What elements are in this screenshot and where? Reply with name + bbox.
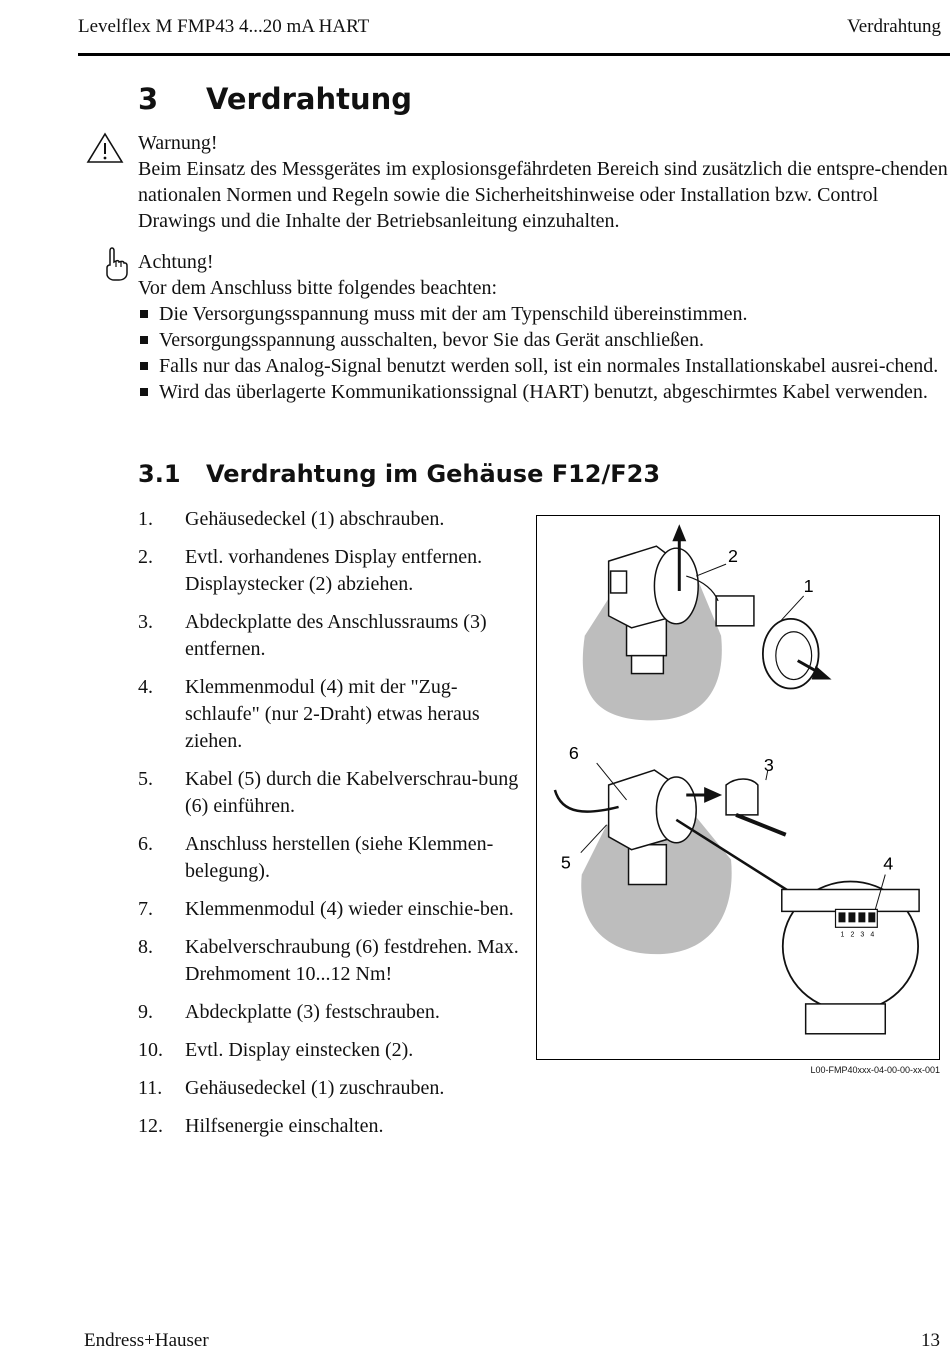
step-number: 11. (138, 1077, 163, 1099)
list-item (138, 609, 523, 663)
step-text: Evtl. Display einstecken (2). (185, 1039, 414, 1061)
section-number: 3.1 (138, 460, 181, 488)
figure-label: 3 (763, 755, 774, 776)
list-item (138, 353, 950, 379)
wiring-illustration (536, 515, 940, 1060)
step-number: 5. (138, 768, 153, 790)
terminal-label: 1 (840, 931, 845, 939)
warning-block (138, 130, 948, 234)
list-item-text: Falls nur das Analog-Signal benutzt werden soll, ist ein normales Installationskabel ausrei-chend. (159, 355, 939, 377)
step-number: 6. (138, 833, 153, 855)
step-number: 9. (138, 1001, 153, 1023)
list-item (138, 831, 523, 885)
header-rule (78, 53, 950, 56)
terminal-wiring-drawing (555, 743, 919, 1034)
section-heading (138, 460, 660, 488)
list-item (138, 506, 523, 533)
step-text: Gehäusedeckel (1) zuschrauben. (185, 1077, 445, 1099)
housing-disassembly-drawing (583, 524, 832, 720)
header-section-title: Verdrahtung (847, 16, 941, 37)
figure-caption: L00-FMP40xxx-04-00-00-xx-001 (810, 1065, 940, 1075)
step-text: Gehäusedeckel (1) abschrauben. (185, 508, 445, 530)
caution-intro: Vor dem Anschluss bitte folgendes beachten: (138, 277, 498, 299)
section-title: Verdrahtung im Gehäuse F12/F23 (206, 460, 661, 488)
step-text: Evtl. vorhandenes Display entfernen. Displaystecker (2) abziehen. (185, 546, 483, 595)
list-item (138, 327, 950, 353)
list-item (138, 1075, 523, 1102)
chapter-heading (138, 82, 412, 116)
figure-label: 5 (560, 852, 571, 873)
chapter-number: 3 (138, 82, 159, 116)
terminal-label: 4 (870, 931, 875, 939)
step-number: 4. (138, 676, 153, 698)
list-item (138, 1037, 523, 1064)
list-item (138, 766, 523, 820)
step-number: 8. (138, 936, 153, 958)
page-number: 13 (921, 1330, 940, 1351)
step-number: 1. (138, 508, 153, 530)
list-item (138, 999, 523, 1026)
footer-company: Endress+Hauser (84, 1330, 209, 1351)
step-number: 2. (138, 546, 153, 568)
list-item (138, 674, 523, 755)
pointing-hand-icon (103, 246, 129, 282)
chapter-title: Verdrahtung (206, 82, 413, 116)
bullet-square (140, 310, 148, 318)
step-number: 3. (138, 611, 153, 633)
terminal-label: 3 (860, 931, 865, 939)
list-item-text: Wird das überlagerte Kommunikationssignal (HART) benutzt, abgeschirmtes Kabel verwenden. (159, 381, 928, 403)
list-item (138, 896, 523, 923)
figure-label: 6 (568, 743, 579, 764)
step-text: Hilfsenergie einschalten. (185, 1115, 384, 1137)
caution-title: Achtung! (138, 251, 214, 273)
bullet-square (140, 336, 148, 344)
list-item (138, 934, 523, 988)
list-item (138, 1113, 523, 1140)
figure-label: 2 (728, 546, 739, 567)
terminal-label: 2 (850, 931, 855, 939)
header-document-title: Levelflex M FMP43 4...20 mA HART (78, 16, 370, 37)
caution-block (138, 249, 948, 301)
step-number: 10. (138, 1039, 163, 1061)
step-text: Abdeckplatte des Anschlussraums (3) entfernen. (185, 611, 487, 660)
step-text: Klemmenmodul (4) mit der "Zug-schlaufe" (nur 2-Draht) etwas heraus ziehen. (185, 676, 480, 752)
figure-label: 4 (883, 853, 894, 874)
warning-text: Beim Einsatz des Messgerätes im explosionsgefährdeten Bereich sind zusätzlich die entspre-chenden nationalen Normen und Regeln sowie die Sicherheitshinweise oder Installation bzw. Control Drawings und die Inhalte der Betriebsanleitung einzuhalten. (138, 158, 948, 232)
list-item (138, 301, 950, 327)
step-text: Kabelverschraubung (6) festdrehen. Max. Drehmoment 10...12 Nm! (185, 936, 519, 985)
bullet-square (140, 388, 148, 396)
warning-triangle-icon (86, 132, 124, 164)
step-text: Abdeckplatte (3) festschrauben. (185, 1001, 440, 1023)
bullet-square (140, 362, 148, 370)
step-number: 12. (138, 1115, 163, 1137)
wiring-steps (138, 506, 523, 1151)
list-item-text: Die Versorgungsspannung muss mit der am Typenschild übereinstimmen. (159, 303, 748, 325)
step-text: Klemmenmodul (4) wieder einschie-ben. (185, 898, 514, 920)
figure-label: 1 (803, 575, 814, 596)
list-item (138, 379, 950, 405)
step-text: Anschluss herstellen (siehe Klemmen-belegung). (185, 833, 494, 882)
step-number: 7. (138, 898, 153, 920)
step-text: Kabel (5) durch die Kabelverschrau-bung (6) einführen. (185, 768, 519, 817)
warning-title: Warnung! (138, 132, 218, 154)
list-item-text: Versorgungsspannung ausschalten, bevor Sie das Gerät anschließen. (159, 329, 705, 351)
list-item (138, 544, 523, 598)
caution-list (138, 301, 950, 405)
